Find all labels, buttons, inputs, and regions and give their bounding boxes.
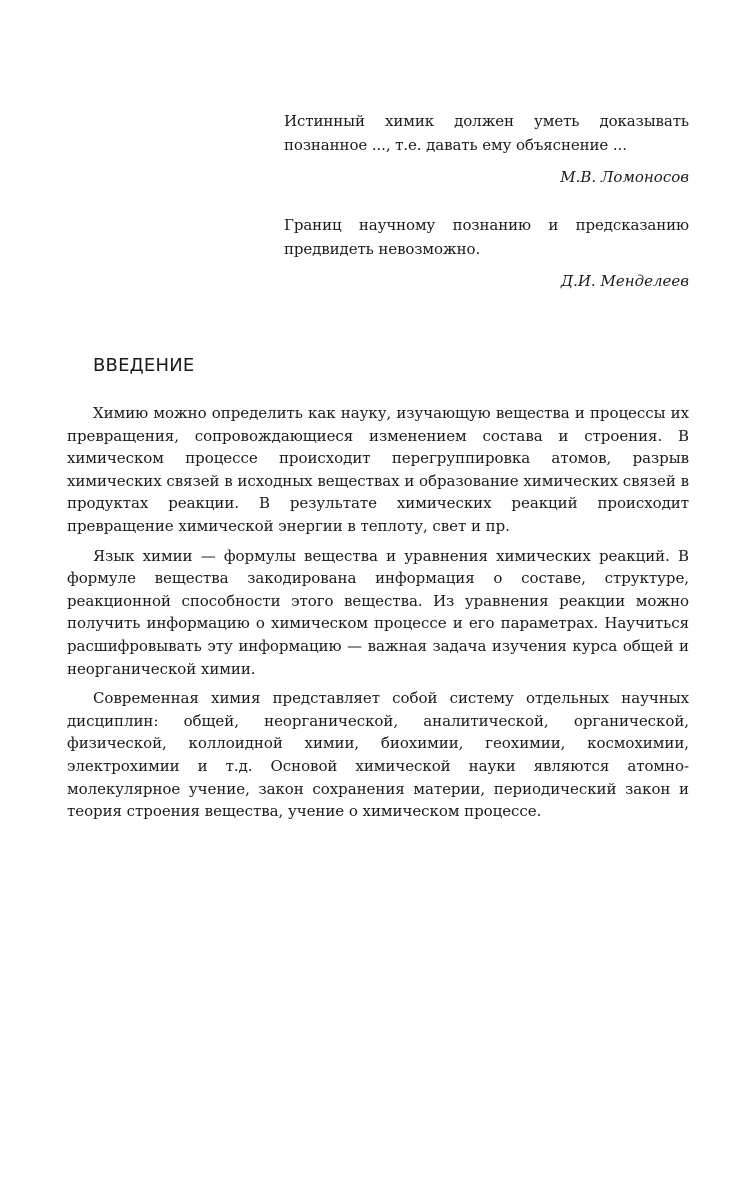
epigraph-author: Д.И. Менделеев (560, 272, 689, 290)
epigraph-lomonosov (284, 109, 689, 189)
epigraph-text: Истинный химик должен уметь доказывать познанное ..., т.е. давать ему объяснение ... (284, 112, 689, 154)
epigraph-author: М.В. Ломоносов (560, 168, 689, 186)
paragraph: Химию можно определить как науку, изучающую вещества и процессы их превращения, сопровождающиеся изменением состава и строения. В химическом процессе происходит перегруппировка атомов, разрыв химических связей в исходных веществах и образование химических связей в продуктах реакции. В результате химических реакций происходит превращение химической энергии в теплоту, свет и пр. (67, 404, 689, 535)
introduction-body (67, 402, 689, 830)
section-title: ВВЕДЕНИЕ (93, 355, 195, 376)
paragraph: Язык химии — формулы вещества и уравнения химических реакций. В формуле вещества закодирована информация о составе, структуре, реакционной способности этого вещества. Из уравнения реакции можно получить информацию о химическом процессе и его параметрах. Научиться расшифровывать эту информацию — важная задача изучения курса общей и неорганической химии. (67, 546, 689, 678)
epigraphs-block (284, 109, 689, 317)
paragraph: Современная химия представляет собой систему отдельных научных дисциплин: общей, неорганической, аналитической, органической, физической, коллоидной химии, биохимии, геохимии, космохимии, электрохимии и т.д. Основой химической науки являются атомно-молекулярное учение, закон сохранения материи, периодический закон и теория строения вещества, учение о химическом процессе. (67, 689, 689, 821)
epigraph-text: Границ научному познанию и предсказанию предвидеть невозможно. (284, 216, 689, 258)
epigraph-mendeleev (284, 213, 689, 293)
